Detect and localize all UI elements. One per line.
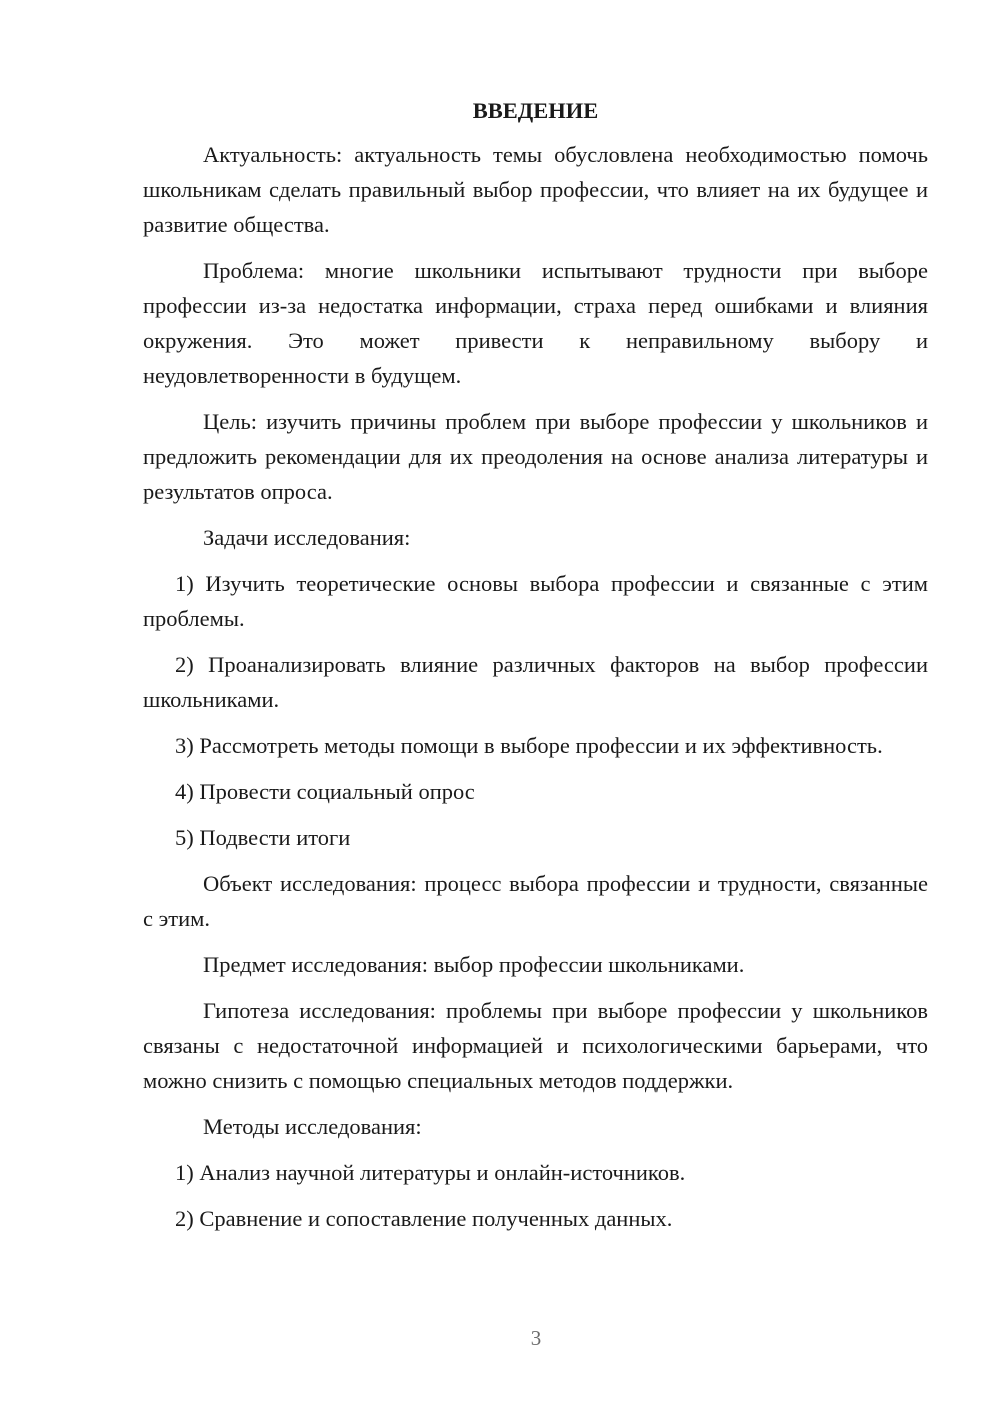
- task-item-4: 4) Провести социальный опрос: [175, 779, 475, 804]
- section-title: ВВЕДЕНИЕ: [472, 98, 599, 123]
- subject-paragraph: Предмет исследования: выбор профессии школьниками.: [203, 952, 745, 977]
- goal-paragraph: Цель: изучить причины проблем при выборе профессии у школьников и предложить рекомендации для их преодоления на основе анализа литературы и результатов опроса.: [143, 409, 928, 504]
- method-item-2: 2) Сравнение и сопоставление полученных данных.: [175, 1206, 673, 1231]
- page-number: 3: [530, 1326, 542, 1350]
- tasks-heading: Задачи исследования:: [203, 525, 411, 550]
- method-item-1: 1) Анализ научной литературы и онлайн-источников.: [175, 1160, 686, 1185]
- object-paragraph: Объект исследования: процесс выбора профессии и трудности, связанные с этим.: [143, 871, 928, 931]
- relevance-paragraph: Актуальность: актуальность темы обусловлена необходимостью помочь школьникам сделать правильный выбор профессии, что влияет на их будущее и развитие общества.: [143, 142, 928, 237]
- task-item-1: 1) Изучить теоретические основы выбора профессии и связанные с этим проблемы.: [143, 571, 928, 631]
- task-item-5: 5) Подвести итоги: [175, 825, 351, 850]
- methods-heading: Методы исследования:: [203, 1114, 422, 1139]
- task-item-3: 3) Рассмотреть методы помощи в выборе профессии и их эффективность.: [175, 733, 883, 758]
- task-item-2: 2) Проанализировать влияние различных факторов на выбор профессии школьниками.: [143, 652, 928, 712]
- hypothesis-paragraph: Гипотеза исследования: проблемы при выборе профессии у школьников связаны с недостаточной информацией и психологическими барьерами, что можно снизить с помощью специальных методов поддержки.: [143, 998, 928, 1093]
- document-page: [143, 96, 928, 1247]
- problem-paragraph: Проблема: многие школьники испытывают трудности при выборе профессии из-за недостатка информации, страха перед ошибками и влияния окружения. Это может привести к неправильному выбору и неудовлетворенности в будущем.: [143, 258, 928, 388]
